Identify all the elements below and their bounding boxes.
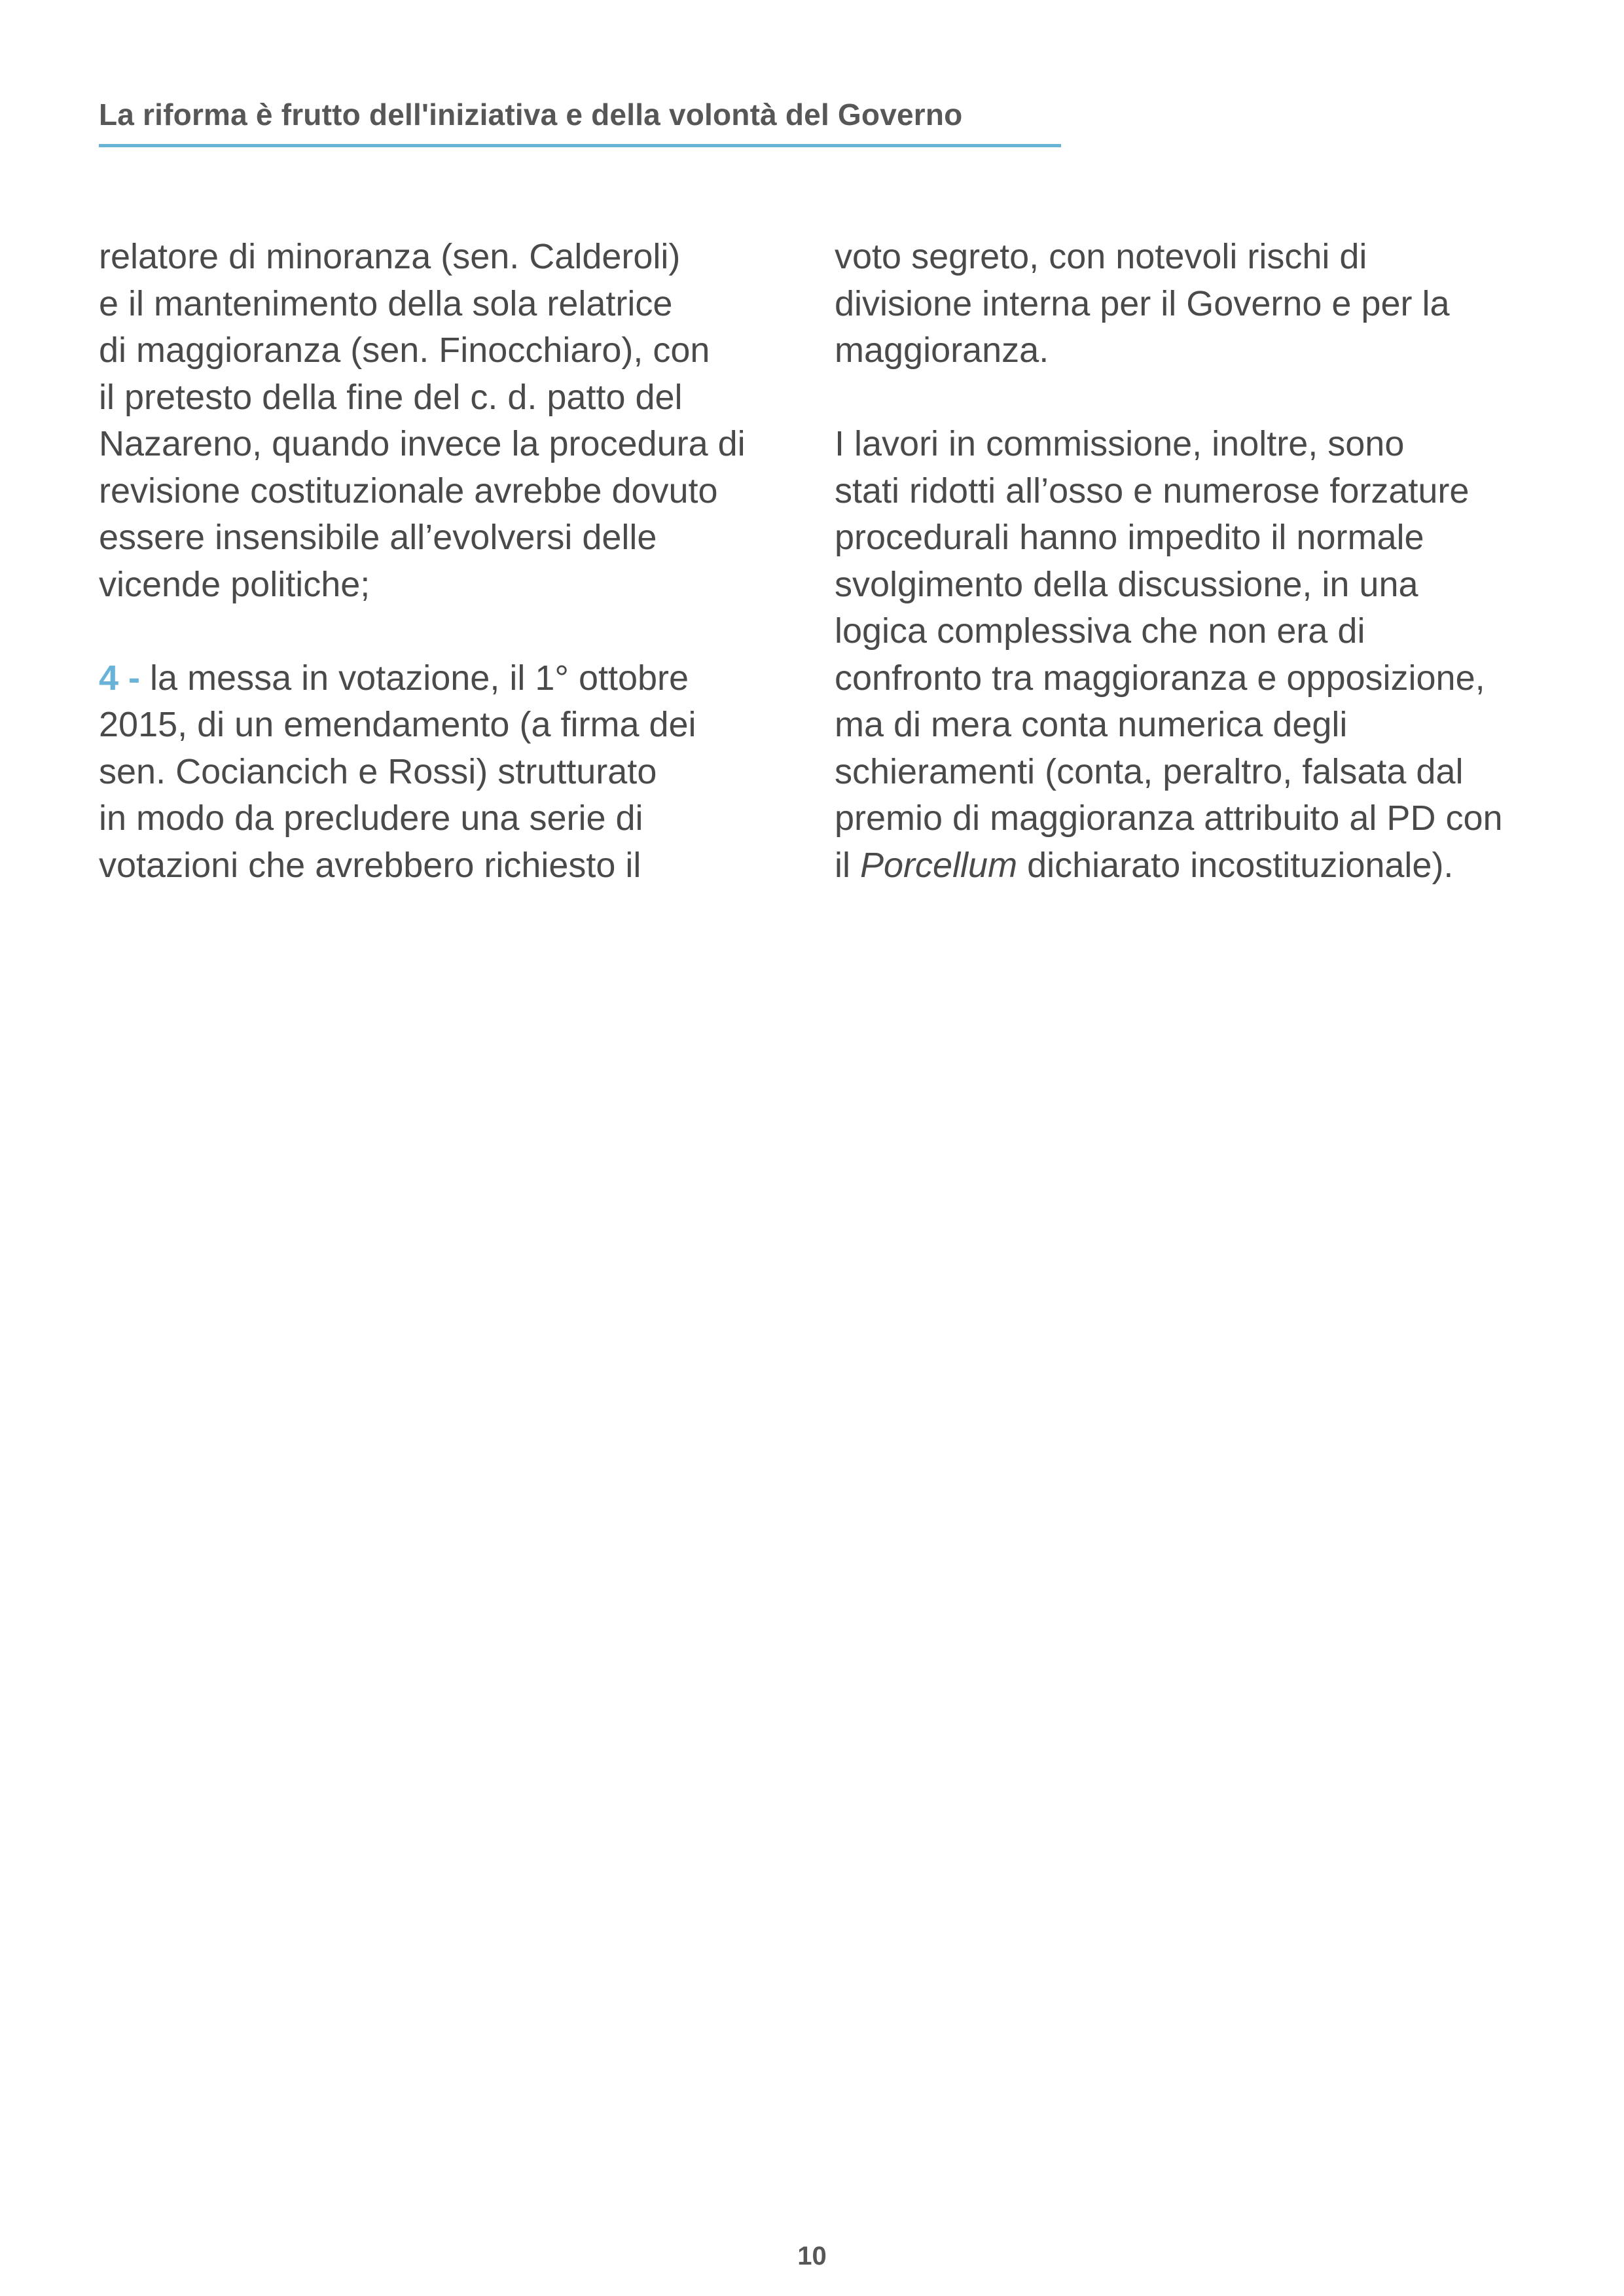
list-item-text: la messa in votazione, il 1° ottobre <box>150 658 689 698</box>
text-line: Nazareno, quando invece la procedura di <box>99 424 746 463</box>
text-line: voto segreto, con notevoli rischi di <box>835 237 1367 276</box>
line-suffix: dichiarato incostituzionale). <box>1017 845 1454 885</box>
text-line: votazioni che avrebbero richiesto il <box>99 845 641 885</box>
text-line: il pretesto della fine del c. d. patto del <box>99 377 683 417</box>
text-line: di maggioranza (sen. Finocchiaro), con <box>99 331 710 370</box>
text-line: in modo da precludere una serie di <box>99 798 643 838</box>
text-line: confronto tra maggioranza e opposizione, <box>835 658 1485 698</box>
left-column <box>99 234 819 889</box>
text-line: relatore di minoranza (sen. Calderoli) <box>99 237 681 276</box>
text-line: revisione costituzionale avrebbe dovuto <box>99 471 718 511</box>
text-line: svolgimento della discussione, in una <box>835 564 1418 604</box>
text-line: stati ridotti all’osso e numerose forzature <box>835 471 1470 511</box>
text-line: premio di maggioranza attribuito al PD con <box>835 798 1503 838</box>
text-line: essere insensibile all’evolversi delle <box>99 518 657 557</box>
text-line: divisione interna per il Governo e per la <box>835 283 1450 323</box>
list-item-number: 4 - <box>99 658 141 698</box>
text-line: procedurali hanno impedito il normale <box>835 518 1424 557</box>
page-number: 10 <box>797 2242 827 2270</box>
text-line: vicende politiche; <box>99 564 370 604</box>
list-item-line <box>99 655 819 702</box>
italic-term-porcellum: Porcellum <box>860 845 1018 885</box>
running-header-title: La riforma è frutto dell'iniziativa e della volontà del Governo <box>99 98 963 132</box>
text-line: schieramenti (conta, peraltro, falsata dal <box>835 751 1464 791</box>
paragraph-spacer <box>99 608 819 655</box>
text-line: maggioranza. <box>835 331 1049 370</box>
text-line: e il mantenimento della sola relatrice <box>99 283 673 323</box>
text-line: sen. Cociancich e Rossi) strutturato <box>99 751 657 791</box>
header-divider <box>99 144 1061 147</box>
right-column <box>835 234 1561 889</box>
text-line: ma di mera conta numerica degli <box>835 705 1348 744</box>
line-prefix: il <box>835 845 860 885</box>
text-line: 2015, di un emendamento (a firma dei <box>99 705 696 744</box>
paragraph-spacer <box>835 374 1561 422</box>
text-line-with-italic <box>835 842 1561 889</box>
text-line: I lavori in commissione, inoltre, sono <box>835 424 1405 463</box>
text-line: logica complessiva che non era di <box>835 611 1365 651</box>
